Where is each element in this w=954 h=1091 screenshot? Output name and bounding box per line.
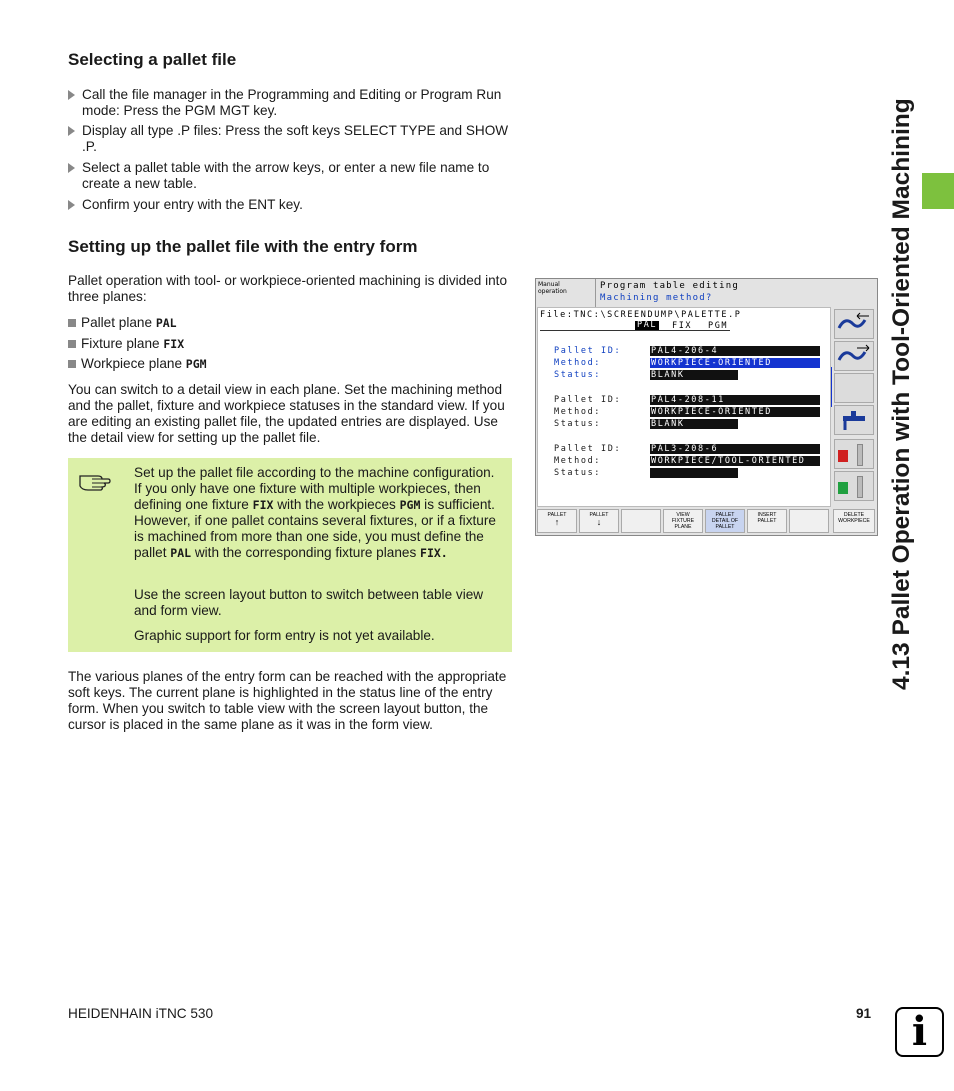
softkey-spindle-override[interactable]: [834, 439, 874, 469]
label-method-2: Method:: [554, 407, 602, 417]
spindle-on-icon: [838, 482, 848, 494]
arrow-icon: [68, 90, 75, 100]
arrow-icon: [68, 126, 75, 136]
page-number: 91: [856, 1006, 872, 1021]
field-status-3[interactable]: [650, 468, 738, 478]
plane-item-pgm: Workpiece plane PGM: [68, 356, 207, 372]
detail-view-text: You can switch to a detail view in each plane. Set the machining method and the pallet, fixture and workpiece statuses in the standard view. If you are editing an existing pallet file, the updated entries are displayed. Use the detail view for setting up the pallet file.: [68, 382, 505, 445]
faucet-icon: [835, 406, 873, 434]
tnc-header: [536, 279, 848, 307]
softkey-pallet-down[interactable]: PALLET ↓: [579, 509, 619, 533]
bullet-icon: [68, 340, 76, 348]
tnc-prompt: Machining method?: [600, 293, 713, 303]
softkey-detail-of-pallet[interactable]: PALLET DETAIL OF PALLET: [705, 509, 745, 533]
section-title-entry-form: Setting up the pallet file with the entry form: [68, 237, 418, 256]
tnc-form: [537, 307, 831, 507]
softkey-next-left[interactable]: [834, 309, 874, 339]
bullet-icon: [68, 319, 76, 327]
note-paragraph-1: Set up the pallet file according to the machine configuration. If you only have one fixture with multiple workpieces, then defining one fixture FIX with the workpieces PGM is sufficient. However, if one pallet contains several fixtures, or if a fixture is machined from more than one side, you must define the pallet PAL with the corresponding fixture planes FIX.: [134, 465, 496, 560]
field-pallet-2[interactable]: PAL4-208-11: [650, 395, 820, 405]
plane-item-fix: Fixture plane FIX: [68, 336, 184, 352]
label-status-3: Status:: [554, 468, 602, 478]
arrow-icon: [68, 163, 75, 173]
slider-icon: [857, 444, 863, 466]
tnc-title: Program table editing: [600, 281, 739, 291]
softkey-insert-pallet[interactable]: INSERT PALLET: [747, 509, 787, 533]
intro-text: Pallet operation with tool- or workpiece-oriented machining is divided into three planes:: [68, 273, 508, 304]
wave-left-arrow-icon: [835, 310, 873, 338]
plane-fix[interactable]: FIX: [672, 321, 693, 331]
label-method-1: Method:: [554, 358, 602, 368]
softkey-blank-1[interactable]: [834, 373, 874, 403]
note-box: [68, 458, 512, 652]
tnc-vertical-softkeys: [832, 307, 877, 507]
section-title-selecting: Selecting a pallet file: [68, 50, 237, 69]
field-status-2[interactable]: BLANK: [650, 419, 738, 429]
softkey-blank-2[interactable]: [621, 509, 661, 533]
file-path: File:TNC:\SCREENDUMP\PALETTE.P: [540, 310, 742, 320]
spindle-off-icon: [838, 450, 848, 462]
footer-manual: HEIDENHAIN iTNC 530: [68, 1006, 214, 1021]
field-method-1[interactable]: WORKPIECE-ORIENTED: [650, 358, 820, 368]
bullet-icon: [68, 360, 76, 368]
arrow-icon: [68, 200, 75, 210]
label-pallet-2: Pallet ID:: [554, 395, 622, 405]
slider-icon: [857, 476, 863, 498]
field-pallet-3[interactable]: PAL3-208-6: [650, 444, 820, 454]
softkey-spindle-on[interactable]: [834, 471, 874, 501]
field-method-3[interactable]: WORKPIECE/TOOL-ORIENTED: [650, 456, 820, 466]
softkey-delete-workpiece[interactable]: DELETE WORKPIECE: [833, 509, 875, 533]
tnc-screen: [535, 278, 878, 536]
tnc-horizontal-softkeys: [536, 507, 877, 535]
step-1: Call the file manager in the Programming and Editing or Program Run mode: Press the PGM MGT key.: [68, 87, 522, 119]
softkey-next-right[interactable]: [834, 341, 874, 371]
planes-text: The various planes of the entry form can be reached with the appropriate soft keys. The current plane is highlighted in the status line of the entry form. When you switch to table view with the screen layout button, the cursor is placed in the same plane as it was in the form view.: [68, 669, 507, 732]
plane-pgm[interactable]: PGM: [708, 321, 729, 331]
step-3: Select a pallet table with the arrow keys, or enter a new file name to create a new table.: [68, 160, 522, 192]
softkey-tool[interactable]: [834, 405, 874, 435]
step-4: Confirm your entry with the ENT key.: [68, 197, 522, 213]
note-paragraph-2: Use the screen layout button to switch between table view and form view.: [134, 587, 484, 618]
label-pallet-1: Pallet ID:: [554, 346, 622, 356]
pointing-hand-icon: [78, 468, 112, 492]
chapter-title: 4.13 Pallet Operation with Tool-Oriented Machining: [888, 98, 915, 690]
chapter-sidebar: [878, 50, 938, 690]
label-method-3: Method:: [554, 456, 602, 466]
field-method-2[interactable]: WORKPIECE-ORIENTED: [650, 407, 820, 417]
step-2: Display all type .P files: Press the soft keys SELECT TYPE and SHOW .P.: [68, 123, 522, 155]
label-status-2: Status:: [554, 419, 602, 429]
info-icon: i: [895, 1007, 944, 1057]
label-status-1: Status:: [554, 370, 602, 380]
label-pallet-3: Pallet ID:: [554, 444, 622, 454]
plane-pal[interactable]: PAL: [637, 320, 658, 330]
softkey-blank-3[interactable]: [789, 509, 829, 533]
mode-label: Manual operation: [538, 281, 567, 295]
plane-item-pal: Pallet plane PAL: [68, 315, 177, 331]
field-pallet-1[interactable]: PAL4-206-4: [650, 346, 820, 356]
note-paragraph-3: Graphic support for form entry is not yet available.: [134, 628, 435, 643]
softkey-pallet-up[interactable]: PALLET ↑: [537, 509, 577, 533]
softkey-view-fixture-plane[interactable]: VIEW FIXTURE PLANE: [663, 509, 703, 533]
wave-right-arrow-icon: [835, 342, 873, 370]
field-status-1[interactable]: BLANK: [650, 370, 738, 380]
